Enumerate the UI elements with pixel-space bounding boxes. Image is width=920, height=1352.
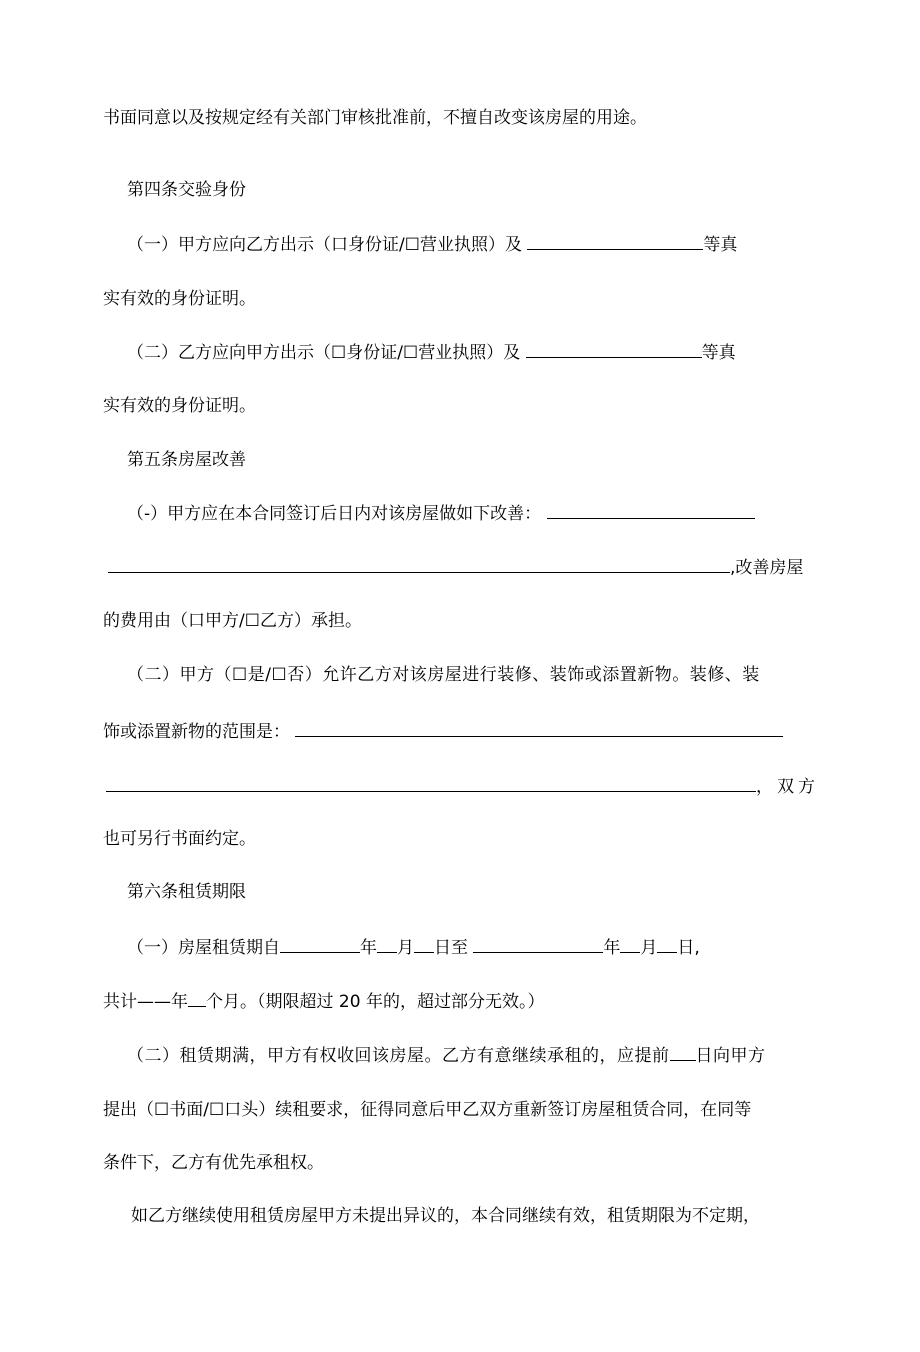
text: 第五条房屋改善 xyxy=(127,450,246,470)
article-4-title xyxy=(127,179,246,201)
fill-blank[interactable] xyxy=(547,502,755,519)
fill-blank[interactable] xyxy=(526,341,702,358)
text: 第六条租赁期限 xyxy=(127,882,246,902)
fill-blank[interactable] xyxy=(295,720,783,737)
text: 饰或添置新物的范围是： xyxy=(103,722,290,742)
paragraph-line xyxy=(127,502,755,525)
fill-blank[interactable] xyxy=(670,1044,696,1061)
text: （-）甲方应在本合同签订后日内对该房屋做如下改善： xyxy=(127,504,542,524)
text: 如乙方继续使用租赁房屋甲方未提出异议的，本合同继续有效，租赁期限为不定期， xyxy=(131,1206,760,1226)
fill-blank[interactable] xyxy=(188,990,206,1007)
text: 第四条交验身份 xyxy=(127,180,246,200)
fill-blank-month[interactable] xyxy=(620,936,640,953)
text: 月 xyxy=(397,938,414,958)
text: （一）房屋租赁期自 xyxy=(127,938,280,958)
text: ,改善房屋 xyxy=(730,558,804,578)
paragraph-line xyxy=(103,720,783,743)
paragraph-line xyxy=(131,1205,760,1227)
text: 提出（☐书面/☐口头）续租要求，征得同意后甲乙双方重新签订房屋租赁合同，在同等 xyxy=(103,1100,752,1120)
article-6-title xyxy=(127,881,246,903)
text: （二）甲方（☐是/☐否）允许乙方对该房屋进行装修、装饰或添置新物。装修、装 xyxy=(127,665,760,685)
text: 实有效的身份证明。 xyxy=(103,289,256,309)
text: （一）甲方应向乙方出示（口身份证/☐营业执照）及 xyxy=(127,235,522,255)
paragraph-line xyxy=(103,990,544,1013)
text: 的费用由（口甲方/☐乙方）承担。 xyxy=(103,611,362,631)
paragraph-line xyxy=(108,556,803,579)
fill-blank[interactable] xyxy=(527,233,703,250)
fill-blank-year[interactable] xyxy=(473,936,603,953)
paragraph-line xyxy=(103,107,647,129)
fill-blank-day[interactable] xyxy=(414,936,434,953)
text: 年 xyxy=(603,938,621,958)
paragraph-line xyxy=(127,233,737,256)
paragraph-line xyxy=(127,341,736,364)
fill-blank-month[interactable] xyxy=(377,936,397,953)
paragraph-line xyxy=(103,395,256,417)
paragraph-line xyxy=(103,610,362,632)
text: 共计——年 xyxy=(103,992,188,1012)
text: 日至 xyxy=(434,938,468,958)
paragraph-line xyxy=(127,664,760,686)
text: 个月。（期限超过 20 年的，超过部分无效。） xyxy=(206,992,545,1012)
paragraph-line xyxy=(103,1099,751,1121)
fill-blank[interactable] xyxy=(106,775,756,792)
text: 等真 xyxy=(703,235,738,255)
text: 也可另行书面约定。 xyxy=(103,829,256,849)
paragraph-line xyxy=(127,1044,766,1067)
text: 日向甲方 xyxy=(695,1046,766,1066)
paragraph-line xyxy=(106,775,819,798)
text: 月 xyxy=(640,938,658,958)
text: 条件下，乙方有优先承租权。 xyxy=(103,1153,324,1173)
paragraph-line xyxy=(103,1152,324,1174)
fill-blank-year[interactable] xyxy=(280,936,360,953)
text: （二）租赁期满，甲方有权收回该房屋。乙方有意继续承租的，应提前 xyxy=(127,1046,670,1066)
text: ，双方 xyxy=(756,777,819,797)
fill-blank-day[interactable] xyxy=(657,936,677,953)
text: 日, xyxy=(677,938,700,958)
paragraph-line xyxy=(127,936,700,959)
article-5-title xyxy=(127,449,246,471)
text: 书面同意以及按规定经有关部门审核批准前，不擅自改变该房屋的用途。 xyxy=(103,108,647,128)
text: （二）乙方应向甲方出示（☐身份证/☐营业执照）及 xyxy=(127,343,521,363)
text: 年 xyxy=(360,938,377,958)
paragraph-line xyxy=(103,288,256,310)
fill-blank[interactable] xyxy=(108,556,730,573)
text: 等真 xyxy=(701,343,736,363)
paragraph-line xyxy=(103,828,256,850)
text: 实有效的身份证明。 xyxy=(103,396,256,416)
